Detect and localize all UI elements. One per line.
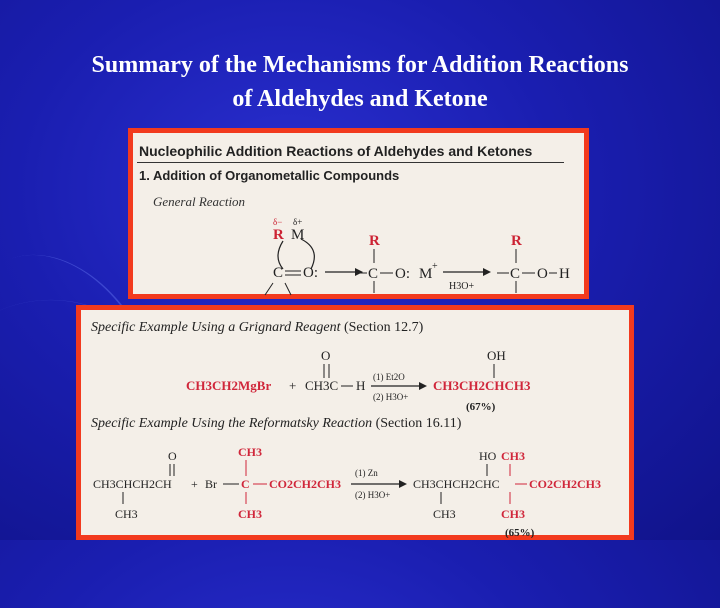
- reformatsky-step-2: (2) H3O+: [355, 490, 391, 500]
- grignard-step-2: (2) H3O+: [373, 392, 409, 402]
- reformatsky-plus: +: [191, 477, 198, 491]
- metal-charge: +: [432, 261, 438, 272]
- grignard-reagent: CH3CH2MgBr: [186, 378, 272, 393]
- intermediate-oxygen: O:: [395, 266, 410, 282]
- acid-workup-label: H3O+: [449, 281, 475, 292]
- grignard-section: (Section 12.7): [340, 320, 424, 335]
- title-line-1: Summary of the Mechanisms for Addition Reactions: [91, 52, 629, 78]
- general-reaction-scheme: [133, 209, 584, 299]
- grignard-product: CH3CH2CHCH3: [433, 378, 531, 393]
- reformatsky-bottom-methyl: CH3: [238, 507, 262, 521]
- reformatsky-product-ester: CO2CH2CH3: [529, 477, 601, 491]
- heading-rule: [137, 162, 564, 163]
- reformatsky-bromine: Br: [205, 477, 217, 491]
- r-group-label: R: [273, 227, 284, 243]
- delta-plus-label: δ+: [293, 217, 303, 227]
- intermediate-r-label: R: [369, 233, 380, 249]
- reformatsky-product-ho: HO: [479, 449, 497, 463]
- panel-subheading: 1. Addition of Organometallic Compounds: [139, 168, 400, 183]
- metal-label: M: [291, 227, 305, 243]
- carbon-label: C: [273, 265, 284, 281]
- grignard-plus: +: [289, 378, 297, 393]
- product-hydrogen: H: [559, 266, 570, 282]
- grignard-example-heading: [91, 320, 423, 336]
- product-carbon: C: [510, 266, 521, 282]
- product-r-label: R: [511, 233, 522, 249]
- acetaldehyde-oxygen: O: [321, 348, 331, 363]
- oxygen-label: O:: [303, 265, 318, 281]
- slide-title: [0, 48, 720, 116]
- general-reaction-panel: [128, 128, 589, 299]
- reformatsky-ester: CO2CH2CH3: [269, 477, 341, 491]
- reformatsky-arrow-head: [399, 480, 407, 488]
- reformatsky-aldehyde: CH3CHCH2CH: [93, 477, 172, 491]
- reformatsky-section: (Section 16.11): [372, 416, 462, 431]
- acetaldehyde: CH3C: [305, 378, 339, 393]
- reformatsky-product-right-methyl: CH3: [501, 507, 525, 521]
- reformatsky-aldehyde-methyl: CH3: [115, 507, 138, 521]
- intermediate-carbon: C: [368, 266, 379, 282]
- reformatsky-product-top-methyl: CH3: [501, 449, 525, 463]
- grignard-product-oh: OH: [487, 348, 506, 363]
- reformatsky-product: CH3CHCH2CHC: [413, 477, 500, 491]
- grignard-arrow-head: [419, 382, 427, 390]
- reformatsky-heading-italic: Specific Example Using the Reformatsky Reaction: [91, 416, 373, 431]
- reformatsky-step-1: (1) Zn: [355, 468, 378, 478]
- title-line-2: of Aldehydes and Ketone: [232, 86, 488, 112]
- reformatsky-scheme: [81, 438, 629, 538]
- reformatsky-example-heading: [91, 416, 461, 432]
- reformatsky-aldehyde-oxygen: O: [168, 449, 177, 463]
- intermediate-metal: M: [419, 266, 433, 282]
- arrow-head-1: [355, 268, 363, 276]
- delta-minus-label: δ−: [273, 217, 283, 227]
- bond-left: [265, 283, 273, 295]
- grignard-heading-italic: Specific Example Using a Grignard Reagent: [91, 320, 341, 335]
- reformatsky-alpha-carbon: C: [241, 477, 250, 491]
- reformatsky-top-methyl: CH3: [238, 445, 262, 459]
- specific-examples-panel: [76, 305, 634, 540]
- grignard-yield: (67%): [466, 401, 496, 413]
- reformatsky-yield: (65%): [505, 527, 535, 538]
- bond-right: [285, 283, 291, 295]
- reformatsky-product-left-methyl: CH3: [433, 507, 456, 521]
- general-reaction-label: General Reaction: [153, 194, 246, 209]
- grignard-step-1: (1) Et2O: [373, 372, 405, 382]
- product-oxygen: O: [537, 266, 548, 282]
- arrow-head-2: [483, 268, 491, 276]
- panel-heading: Nucleophilic Addition Reactions of Aldehydes and Ketones: [139, 143, 533, 159]
- acetaldehyde-hydrogen: H: [356, 378, 366, 393]
